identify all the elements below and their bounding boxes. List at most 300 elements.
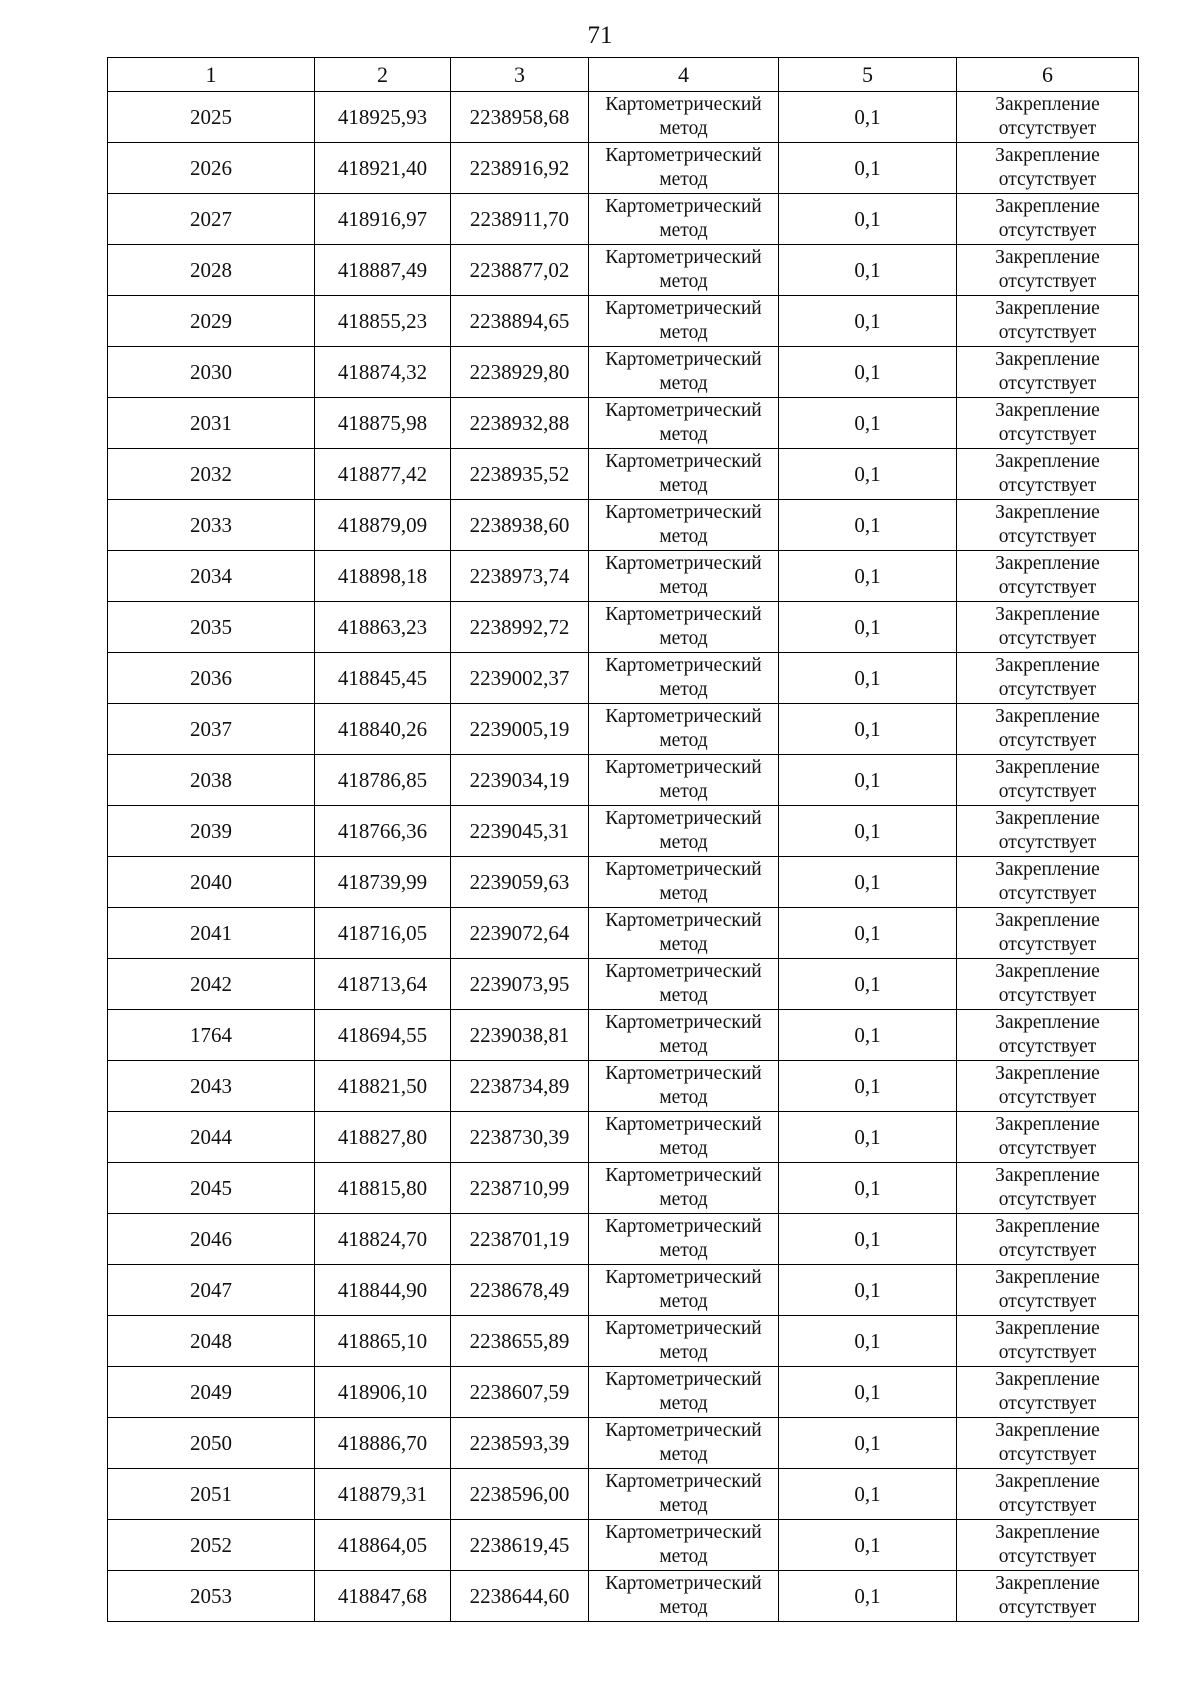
table-row bbox=[108, 143, 1139, 194]
fixation-cell bbox=[957, 398, 1139, 449]
method-text-line1: Картометрический bbox=[605, 961, 762, 982]
method-text-line2: метод bbox=[659, 322, 708, 343]
method-text-line2: метод bbox=[659, 577, 708, 598]
accuracy-cell: 0,1 bbox=[779, 1520, 957, 1571]
method-cell bbox=[589, 1214, 779, 1265]
column-header-5: 5 bbox=[779, 58, 957, 92]
point-number-cell: 2038 bbox=[108, 755, 315, 806]
fixation-text-line2: отсутствует bbox=[998, 1087, 1097, 1108]
table-row bbox=[108, 1214, 1139, 1265]
point-number-cell: 2048 bbox=[108, 1316, 315, 1367]
table-row bbox=[108, 449, 1139, 500]
y-coordinate-cell: 2238593,39 bbox=[451, 1418, 589, 1469]
table-row bbox=[108, 1265, 1139, 1316]
fixation-cell bbox=[957, 908, 1139, 959]
fixation-text-line1: Закрепление bbox=[995, 1012, 1100, 1033]
x-coordinate-cell: 418827,80 bbox=[315, 1112, 451, 1163]
fixation-text-line2: отсутствует bbox=[998, 628, 1097, 649]
coordinates-table bbox=[107, 57, 1139, 1622]
x-coordinate-cell: 418921,40 bbox=[315, 143, 451, 194]
fixation-cell bbox=[957, 1418, 1139, 1469]
accuracy-cell: 0,1 bbox=[779, 959, 957, 1010]
point-number-cell: 2042 bbox=[108, 959, 315, 1010]
method-text-line1: Картометрический bbox=[605, 757, 762, 778]
table-row bbox=[108, 1367, 1139, 1418]
table-row bbox=[108, 398, 1139, 449]
fixation-text-line2: отсутствует bbox=[998, 1342, 1097, 1363]
column-header-2: 2 bbox=[315, 58, 451, 92]
x-coordinate-cell: 418906,10 bbox=[315, 1367, 451, 1418]
y-coordinate-cell: 2238607,59 bbox=[451, 1367, 589, 1418]
fixation-text-line1: Закрепление bbox=[995, 1114, 1100, 1135]
y-coordinate-cell: 2238932,88 bbox=[451, 398, 589, 449]
fixation-cell bbox=[957, 857, 1139, 908]
fixation-text-line2: отсутствует bbox=[998, 1393, 1097, 1414]
x-coordinate-cell: 418925,93 bbox=[315, 92, 451, 143]
table-row bbox=[108, 857, 1139, 908]
point-number-cell: 2031 bbox=[108, 398, 315, 449]
fixation-text-line1: Закрепление bbox=[995, 94, 1100, 115]
fixation-cell bbox=[957, 500, 1139, 551]
fixation-text-line2: отсутствует bbox=[998, 679, 1097, 700]
accuracy-cell: 0,1 bbox=[779, 1010, 957, 1061]
method-text-line1: Картометрический bbox=[605, 1573, 762, 1594]
method-text-line1: Картометрический bbox=[605, 247, 762, 268]
table-row bbox=[108, 1112, 1139, 1163]
fixation-cell bbox=[957, 1469, 1139, 1520]
method-text-line1: Картометрический bbox=[605, 196, 762, 217]
point-number-cell: 2047 bbox=[108, 1265, 315, 1316]
fixation-cell bbox=[957, 704, 1139, 755]
fixation-text-line2: отсутствует bbox=[998, 883, 1097, 904]
method-text-line2: метод bbox=[659, 475, 708, 496]
fixation-text-line2: отсутствует bbox=[998, 526, 1097, 547]
fixation-text-line2: отсутствует bbox=[998, 1240, 1097, 1261]
point-number-cell: 2035 bbox=[108, 602, 315, 653]
method-cell bbox=[589, 1265, 779, 1316]
point-number-cell: 2050 bbox=[108, 1418, 315, 1469]
accuracy-cell: 0,1 bbox=[779, 1571, 957, 1622]
method-text-line1: Картометрический bbox=[605, 1420, 762, 1441]
method-text-line1: Картометрический bbox=[605, 910, 762, 931]
accuracy-cell: 0,1 bbox=[779, 500, 957, 551]
fixation-cell bbox=[957, 92, 1139, 143]
method-text-line1: Картометрический bbox=[605, 145, 762, 166]
point-number-cell: 2045 bbox=[108, 1163, 315, 1214]
method-text-line1: Картометрический bbox=[605, 1318, 762, 1339]
table-row bbox=[108, 92, 1139, 143]
table-row bbox=[108, 500, 1139, 551]
x-coordinate-cell: 418815,80 bbox=[315, 1163, 451, 1214]
accuracy-cell: 0,1 bbox=[779, 755, 957, 806]
fixation-text-line1: Закрепление bbox=[995, 400, 1100, 421]
fixation-text-line2: отсутствует bbox=[998, 373, 1097, 394]
fixation-text-line2: отсутствует bbox=[998, 781, 1097, 802]
fixation-cell bbox=[957, 1571, 1139, 1622]
method-text-line2: метод bbox=[659, 628, 708, 649]
fixation-text-line2: отсутствует bbox=[998, 1495, 1097, 1516]
fixation-cell bbox=[957, 1112, 1139, 1163]
method-cell bbox=[589, 347, 779, 398]
method-cell bbox=[589, 1061, 779, 1112]
fixation-text-line1: Закрепление bbox=[995, 1318, 1100, 1339]
column-header-6: 6 bbox=[957, 58, 1139, 92]
point-number-cell: 2027 bbox=[108, 194, 315, 245]
method-text-line2: метод bbox=[659, 1495, 708, 1516]
method-text-line2: метод bbox=[659, 1393, 708, 1414]
x-coordinate-cell: 418824,70 bbox=[315, 1214, 451, 1265]
fixation-text-line1: Закрепление bbox=[995, 1420, 1100, 1441]
y-coordinate-cell: 2238644,60 bbox=[451, 1571, 589, 1622]
fixation-text-line1: Закрепление bbox=[995, 961, 1100, 982]
method-text-line1: Картометрический bbox=[605, 451, 762, 472]
fixation-text-line1: Закрепление bbox=[995, 1573, 1100, 1594]
fixation-text-line2: отсутствует bbox=[998, 1189, 1097, 1210]
fixation-cell bbox=[957, 755, 1139, 806]
fixation-cell bbox=[957, 1520, 1139, 1571]
accuracy-cell: 0,1 bbox=[779, 1112, 957, 1163]
fixation-cell bbox=[957, 194, 1139, 245]
method-cell bbox=[589, 1112, 779, 1163]
method-cell bbox=[589, 1520, 779, 1571]
accuracy-cell: 0,1 bbox=[779, 857, 957, 908]
x-coordinate-cell: 418694,55 bbox=[315, 1010, 451, 1061]
fixation-text-line1: Закрепление bbox=[995, 757, 1100, 778]
x-coordinate-cell: 418766,36 bbox=[315, 806, 451, 857]
method-text-line2: метод bbox=[659, 220, 708, 241]
point-number-cell: 2037 bbox=[108, 704, 315, 755]
method-cell bbox=[589, 602, 779, 653]
y-coordinate-cell: 2238877,02 bbox=[451, 245, 589, 296]
x-coordinate-cell: 418879,31 bbox=[315, 1469, 451, 1520]
table-body bbox=[108, 92, 1139, 1622]
accuracy-cell: 0,1 bbox=[779, 194, 957, 245]
fixation-text-line1: Закрепление bbox=[995, 1063, 1100, 1084]
x-coordinate-cell: 418886,70 bbox=[315, 1418, 451, 1469]
point-number-cell: 2052 bbox=[108, 1520, 315, 1571]
method-text-line1: Картометрический bbox=[605, 502, 762, 523]
method-cell bbox=[589, 296, 779, 347]
y-coordinate-cell: 2239072,64 bbox=[451, 908, 589, 959]
x-coordinate-cell: 418845,45 bbox=[315, 653, 451, 704]
accuracy-cell: 0,1 bbox=[779, 704, 957, 755]
y-coordinate-cell: 2238973,74 bbox=[451, 551, 589, 602]
point-number-cell: 2028 bbox=[108, 245, 315, 296]
table-row bbox=[108, 908, 1139, 959]
y-coordinate-cell: 2238929,80 bbox=[451, 347, 589, 398]
y-coordinate-cell: 2238734,89 bbox=[451, 1061, 589, 1112]
method-text-line1: Картометрический bbox=[605, 94, 762, 115]
fixation-cell bbox=[957, 143, 1139, 194]
method-cell bbox=[589, 806, 779, 857]
accuracy-cell: 0,1 bbox=[779, 1061, 957, 1112]
fixation-text-line2: отсутствует bbox=[998, 1597, 1097, 1618]
accuracy-cell: 0,1 bbox=[779, 296, 957, 347]
method-text-line1: Картометрический bbox=[605, 1267, 762, 1288]
point-number-cell: 2053 bbox=[108, 1571, 315, 1622]
fixation-cell bbox=[957, 551, 1139, 602]
method-text-line2: метод bbox=[659, 373, 708, 394]
y-coordinate-cell: 2238958,68 bbox=[451, 92, 589, 143]
table-row bbox=[108, 347, 1139, 398]
method-text-line2: метод bbox=[659, 424, 708, 445]
method-text-line2: метод bbox=[659, 1546, 708, 1567]
fixation-text-line1: Закрепление bbox=[995, 604, 1100, 625]
method-cell bbox=[589, 551, 779, 602]
method-cell bbox=[589, 755, 779, 806]
fixation-text-line1: Закрепление bbox=[995, 1369, 1100, 1390]
method-text-line2: метод bbox=[659, 1444, 708, 1465]
fixation-text-line1: Закрепление bbox=[995, 298, 1100, 319]
y-coordinate-cell: 2238894,65 bbox=[451, 296, 589, 347]
method-text-line2: метод bbox=[659, 1240, 708, 1261]
method-cell bbox=[589, 1163, 779, 1214]
method-text-line1: Картометрический bbox=[605, 1165, 762, 1186]
point-number-cell: 2026 bbox=[108, 143, 315, 194]
table-row bbox=[108, 755, 1139, 806]
accuracy-cell: 0,1 bbox=[779, 347, 957, 398]
fixation-text-line2: отсутствует bbox=[998, 985, 1097, 1006]
fixation-text-line2: отсутствует bbox=[998, 1138, 1097, 1159]
method-cell bbox=[589, 1367, 779, 1418]
method-text-line2: метод bbox=[659, 1087, 708, 1108]
fixation-cell bbox=[957, 1265, 1139, 1316]
table-row bbox=[108, 959, 1139, 1010]
x-coordinate-cell: 418855,23 bbox=[315, 296, 451, 347]
fixation-cell bbox=[957, 1367, 1139, 1418]
table-row bbox=[108, 245, 1139, 296]
method-cell bbox=[589, 857, 779, 908]
method-cell bbox=[589, 245, 779, 296]
x-coordinate-cell: 418874,32 bbox=[315, 347, 451, 398]
x-coordinate-cell: 418875,98 bbox=[315, 398, 451, 449]
y-coordinate-cell: 2238701,19 bbox=[451, 1214, 589, 1265]
table-row bbox=[108, 194, 1139, 245]
x-coordinate-cell: 418887,49 bbox=[315, 245, 451, 296]
point-number-cell: 2036 bbox=[108, 653, 315, 704]
page-number: 71 bbox=[587, 22, 613, 49]
accuracy-cell: 0,1 bbox=[779, 1367, 957, 1418]
fixation-text-line1: Закрепление bbox=[995, 553, 1100, 574]
method-text-line2: метод bbox=[659, 730, 708, 751]
fixation-cell bbox=[957, 1163, 1139, 1214]
method-text-line1: Картометрический bbox=[605, 604, 762, 625]
point-number-cell: 1764 bbox=[108, 1010, 315, 1061]
y-coordinate-cell: 2239002,37 bbox=[451, 653, 589, 704]
accuracy-cell: 0,1 bbox=[779, 1265, 957, 1316]
table-row bbox=[108, 551, 1139, 602]
point-number-cell: 2040 bbox=[108, 857, 315, 908]
fixation-cell bbox=[957, 1010, 1139, 1061]
point-number-cell: 2032 bbox=[108, 449, 315, 500]
table-row bbox=[108, 296, 1139, 347]
fixation-text-line1: Закрепление bbox=[995, 145, 1100, 166]
y-coordinate-cell: 2239073,95 bbox=[451, 959, 589, 1010]
method-text-line2: метод bbox=[659, 169, 708, 190]
point-number-cell: 2039 bbox=[108, 806, 315, 857]
x-coordinate-cell: 418739,99 bbox=[315, 857, 451, 908]
method-text-line1: Картометрический bbox=[605, 1012, 762, 1033]
y-coordinate-cell: 2238992,72 bbox=[451, 602, 589, 653]
accuracy-cell: 0,1 bbox=[779, 1316, 957, 1367]
fixation-text-line1: Закрепление bbox=[995, 247, 1100, 268]
accuracy-cell: 0,1 bbox=[779, 602, 957, 653]
y-coordinate-cell: 2239038,81 bbox=[451, 1010, 589, 1061]
fixation-text-line1: Закрепление bbox=[995, 655, 1100, 676]
accuracy-cell: 0,1 bbox=[779, 1214, 957, 1265]
x-coordinate-cell: 418840,26 bbox=[315, 704, 451, 755]
fixation-cell bbox=[957, 347, 1139, 398]
fixation-text-line1: Закрепление bbox=[995, 1267, 1100, 1288]
x-coordinate-cell: 418865,10 bbox=[315, 1316, 451, 1367]
fixation-text-line2: отсутствует bbox=[998, 1036, 1097, 1057]
fixation-text-line2: отсутствует bbox=[998, 220, 1097, 241]
method-text-line2: метод bbox=[659, 1189, 708, 1210]
fixation-text-line2: отсутствует bbox=[998, 1546, 1097, 1567]
table-row bbox=[108, 1316, 1139, 1367]
fixation-cell bbox=[957, 602, 1139, 653]
fixation-text-line1: Закрепление bbox=[995, 910, 1100, 931]
table-row bbox=[108, 1469, 1139, 1520]
y-coordinate-cell: 2239059,63 bbox=[451, 857, 589, 908]
fixation-text-line2: отсутствует bbox=[998, 1444, 1097, 1465]
accuracy-cell: 0,1 bbox=[779, 398, 957, 449]
method-text-line1: Картометрический bbox=[605, 298, 762, 319]
method-text-line1: Картометрический bbox=[605, 1369, 762, 1390]
x-coordinate-cell: 418847,68 bbox=[315, 1571, 451, 1622]
accuracy-cell: 0,1 bbox=[779, 551, 957, 602]
method-cell bbox=[589, 194, 779, 245]
y-coordinate-cell: 2238619,45 bbox=[451, 1520, 589, 1571]
y-coordinate-cell: 2239045,31 bbox=[451, 806, 589, 857]
fixation-cell bbox=[957, 806, 1139, 857]
method-cell bbox=[589, 92, 779, 143]
method-text-line2: метод bbox=[659, 781, 708, 802]
fixation-text-line1: Закрепление bbox=[995, 451, 1100, 472]
method-cell bbox=[589, 143, 779, 194]
y-coordinate-cell: 2238938,60 bbox=[451, 500, 589, 551]
point-number-cell: 2041 bbox=[108, 908, 315, 959]
accuracy-cell: 0,1 bbox=[779, 1163, 957, 1214]
fixation-text-line2: отсутствует bbox=[998, 475, 1097, 496]
fixation-text-line2: отсутствует bbox=[998, 1291, 1097, 1312]
point-number-cell: 2049 bbox=[108, 1367, 315, 1418]
method-text-line2: метод bbox=[659, 679, 708, 700]
method-text-line1: Картометрический bbox=[605, 400, 762, 421]
method-cell bbox=[589, 1418, 779, 1469]
method-cell bbox=[589, 449, 779, 500]
accuracy-cell: 0,1 bbox=[779, 653, 957, 704]
method-text-line1: Картометрический bbox=[605, 349, 762, 370]
x-coordinate-cell: 418877,42 bbox=[315, 449, 451, 500]
fixation-text-line1: Закрепление bbox=[995, 859, 1100, 880]
method-text-line2: метод bbox=[659, 934, 708, 955]
fixation-text-line2: отсутствует bbox=[998, 577, 1097, 598]
table-row bbox=[108, 1418, 1139, 1469]
x-coordinate-cell: 418898,18 bbox=[315, 551, 451, 602]
fixation-cell bbox=[957, 1214, 1139, 1265]
point-number-cell: 2044 bbox=[108, 1112, 315, 1163]
x-coordinate-cell: 418844,90 bbox=[315, 1265, 451, 1316]
method-text-line1: Картометрический bbox=[605, 859, 762, 880]
method-cell bbox=[589, 653, 779, 704]
table-row bbox=[108, 653, 1139, 704]
x-coordinate-cell: 418879,09 bbox=[315, 500, 451, 551]
method-text-line2: метод bbox=[659, 1138, 708, 1159]
table-row bbox=[108, 1061, 1139, 1112]
point-number-cell: 2029 bbox=[108, 296, 315, 347]
fixation-cell bbox=[957, 245, 1139, 296]
fixation-text-line1: Закрепление bbox=[995, 1165, 1100, 1186]
method-cell bbox=[589, 959, 779, 1010]
fixation-text-line1: Закрепление bbox=[995, 349, 1100, 370]
column-number-row bbox=[108, 58, 1139, 92]
method-text-line2: метод bbox=[659, 883, 708, 904]
accuracy-cell: 0,1 bbox=[779, 449, 957, 500]
fixation-text-line1: Закрепление bbox=[995, 1471, 1100, 1492]
x-coordinate-cell: 418716,05 bbox=[315, 908, 451, 959]
accuracy-cell: 0,1 bbox=[779, 1418, 957, 1469]
y-coordinate-cell: 2239005,19 bbox=[451, 704, 589, 755]
accuracy-cell: 0,1 bbox=[779, 806, 957, 857]
method-cell bbox=[589, 500, 779, 551]
point-number-cell: 2046 bbox=[108, 1214, 315, 1265]
method-cell bbox=[589, 704, 779, 755]
method-text-line1: Картометрический bbox=[605, 553, 762, 574]
method-text-line2: метод bbox=[659, 1291, 708, 1312]
method-text-line2: метод bbox=[659, 1342, 708, 1363]
fixation-cell bbox=[957, 959, 1139, 1010]
fixation-text-line2: отсутствует bbox=[998, 832, 1097, 853]
method-cell bbox=[589, 908, 779, 959]
fixation-cell bbox=[957, 296, 1139, 347]
point-number-cell: 2051 bbox=[108, 1469, 315, 1520]
method-text-line2: метод bbox=[659, 271, 708, 292]
method-text-line2: метод bbox=[659, 118, 708, 139]
fixation-text-line1: Закрепление bbox=[995, 706, 1100, 727]
method-text-line1: Картометрический bbox=[605, 1063, 762, 1084]
fixation-text-line1: Закрепление bbox=[995, 1522, 1100, 1543]
column-header-3: 3 bbox=[451, 58, 589, 92]
table-row bbox=[108, 806, 1139, 857]
method-text-line2: метод bbox=[659, 1597, 708, 1618]
method-text-line2: метод bbox=[659, 526, 708, 547]
y-coordinate-cell: 2238935,52 bbox=[451, 449, 589, 500]
method-cell bbox=[589, 1316, 779, 1367]
x-coordinate-cell: 418863,23 bbox=[315, 602, 451, 653]
method-text-line1: Картометрический bbox=[605, 1114, 762, 1135]
table-row bbox=[108, 602, 1139, 653]
method-text-line1: Картометрический bbox=[605, 1471, 762, 1492]
method-text-line1: Картометрический bbox=[605, 655, 762, 676]
y-coordinate-cell: 2238911,70 bbox=[451, 194, 589, 245]
x-coordinate-cell: 418786,85 bbox=[315, 755, 451, 806]
method-cell bbox=[589, 1469, 779, 1520]
y-coordinate-cell: 2238730,39 bbox=[451, 1112, 589, 1163]
y-coordinate-cell: 2238916,92 bbox=[451, 143, 589, 194]
fixation-cell bbox=[957, 449, 1139, 500]
method-cell bbox=[589, 398, 779, 449]
y-coordinate-cell: 2239034,19 bbox=[451, 755, 589, 806]
fixation-text-line2: отсутствует bbox=[998, 730, 1097, 751]
accuracy-cell: 0,1 bbox=[779, 143, 957, 194]
fixation-text-line2: отсутствует bbox=[998, 271, 1097, 292]
point-number-cell: 2025 bbox=[108, 92, 315, 143]
accuracy-cell: 0,1 bbox=[779, 245, 957, 296]
y-coordinate-cell: 2238655,89 bbox=[451, 1316, 589, 1367]
fixation-text-line1: Закрепление bbox=[995, 196, 1100, 217]
table-row bbox=[108, 704, 1139, 755]
